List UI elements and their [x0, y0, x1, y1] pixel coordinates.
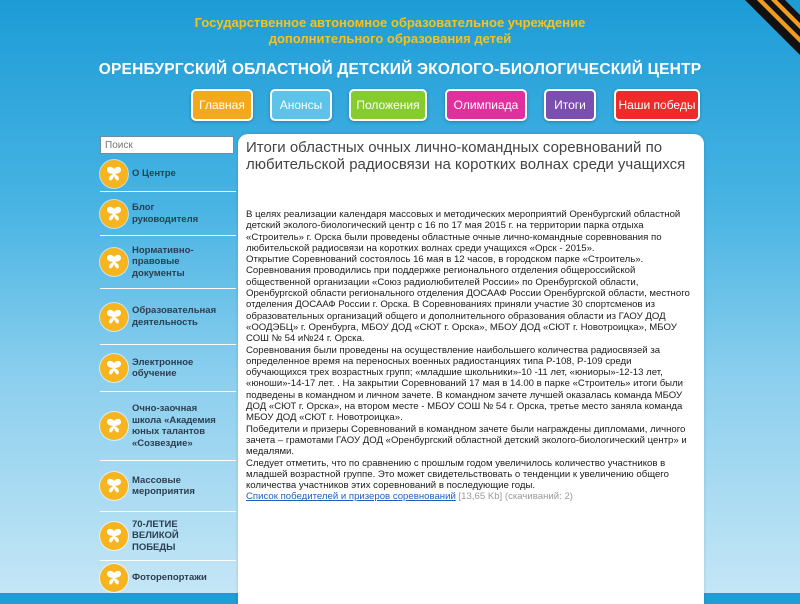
sidebar-item-photo-reports[interactable]	[100, 561, 236, 595]
sidebar-item-blog[interactable]	[100, 192, 236, 236]
butterfly-icon	[100, 354, 128, 382]
article-paragraph: Открытие Соревнований состоялось 16 мая в 12 часов, в городском парке «Строитель».	[246, 254, 644, 266]
article-paragraph: Следует отметить, что по сравнению с прошлым годом увеличилось количество участников в младшей возрастной группе. Это может свидетельствовать о тенденции к увеличению общего количества участников этих соревнований в последующие годы.	[246, 457, 669, 492]
sidebar-item-education[interactable]	[100, 289, 236, 345]
article-paragraph: Победители и призеры Соревнований в командном зачете были награждены дипломами, личного зачета – грамотами ГАОУ ДОД «Оренбургский областной детский эколого-биологический центр» и медалями.	[246, 423, 687, 458]
attachment-link[interactable]: Список победителей и призеров соревнований	[246, 491, 456, 503]
attachment-downloads: (скачиваний: 2)	[504, 491, 573, 503]
butterfly-icon	[100, 522, 128, 550]
article-paragraph: Соревнования проводились при поддержке регионального отделения общероссийской общественной организации «Союз радиолюбителей России» по Оренбургской области, Оренбургской области регионального отделения ДОСААФ России Оренбургской области, местного отделения ДОСААФ России г. Орска. В Соревнованиях приняли участие 30 спортсменов из образовательных организаций общего и дополнительного образования области из ГАОУ ДОД «ООДЭБЦ» г. Оренбурга, МБОУ ДОД «СЮТ г. Орска», МБОУ ДОД «СЮТ г. Новотроицка», МБОУ СОШ № 54 и№24 г. Орска.	[246, 265, 690, 345]
nav-olympiad-button[interactable]: Олимпиада	[445, 89, 527, 121]
nav-victories-button[interactable]: Наши победы	[614, 89, 700, 121]
page-title: Итоги областных очных лично-командных соревнований по любительской радиосвязи на коротких волнах среди учащихся	[246, 139, 686, 173]
sidebar-item-victory-70[interactable]	[100, 512, 236, 561]
organization-line-2: дополнительного образования детей	[268, 31, 512, 46]
sidebar-item-label: Фоторепортажи	[132, 572, 207, 584]
butterfly-icon	[100, 564, 128, 592]
nav-announcements-button[interactable]: Анонсы	[270, 89, 332, 121]
attachment	[246, 491, 694, 502]
butterfly-icon	[100, 412, 128, 440]
nav-results-button[interactable]: Итоги	[544, 89, 596, 121]
sidebar-item-label: Массовые мероприятия	[132, 474, 195, 497]
sidebar-item-label: Очно-заочная школа «Академия юных талантов «Созвездие»	[132, 403, 216, 449]
sidebar-item-events[interactable]	[100, 461, 236, 512]
sidebar-item-label: Блог руководителя	[132, 202, 199, 225]
article-paragraph: Соревнования были проведены на осуществление наибольшего количества радиосвязей за определенное время на переносных военных радиостанциях типа Р-108, Р-109 среди обучающихся трех возрастных групп; «младшие школьники»-10 -11 лет, «юниоры»-12-13 лет, «юноши»-14-17 лет. . На закрытии Соревнований 17 мая в 14.00 в парке «Строитель» итоги были подведены в командном и личном зачете. В командном зачете лучшей оказалась команда МБОУ ДОД «СЮТ г. Орска», на втором месте - МБОУ СОШ № 54 г. Орска, третье место заняла команда МБОУ ДОД «СЮТ г. Новотроицка».	[246, 344, 684, 424]
sidebar-item-academy[interactable]	[100, 392, 236, 461]
sidebar-item-label: Нормативно-правовые документы	[132, 244, 194, 279]
sidebar-item-documents[interactable]	[100, 236, 236, 289]
butterfly-icon	[100, 160, 128, 188]
st-george-ribbon-icon	[725, 0, 800, 70]
content-panel	[238, 134, 704, 604]
sidebar-item-e-learning[interactable]	[100, 345, 236, 392]
butterfly-icon	[100, 200, 128, 228]
sidebar-item-label: О Центре	[132, 168, 176, 180]
search-input[interactable]	[100, 136, 234, 154]
sidebar-item-label: Образовательная деятельность	[132, 305, 217, 328]
attachment-size: [13,65 Kb]	[458, 491, 503, 503]
article-body	[246, 209, 694, 503]
nav-regulations-button[interactable]: Положения	[349, 89, 427, 121]
sidebar-item-about[interactable]	[100, 157, 236, 192]
sidebar-item-label: Электронное обучение	[132, 356, 194, 379]
article-paragraph: В целях реализации календаря массовых и методических мероприятий Оренбургский областной детский эколого-биологический центр с 16 по 17 мая 2015 г. на территории парка отдыха «Строитель» г. Орска были проведены областные очные лично-командные соревнования по любительской радиосвязи на коротких волнах среди учащихся «Орск - 2015».	[246, 209, 681, 254]
butterfly-icon	[100, 303, 128, 331]
organization-line-1: Государственное автономное образовательное учреждение	[194, 15, 586, 30]
nav-home-button[interactable]: Главная	[191, 89, 253, 121]
butterfly-icon	[100, 248, 128, 276]
sidebar-item-label: 70-ЛЕТИЕ ВЕЛИКОЙ ПОБЕДЫ	[132, 518, 179, 553]
butterfly-icon	[100, 472, 128, 500]
site-title: ОРЕНБУРГСКИЙ ОБЛАСТНОЙ ДЕТСКИЙ ЭКОЛОГО-БИОЛОГИЧЕСКИЙ ЦЕНТР	[98, 61, 702, 78]
